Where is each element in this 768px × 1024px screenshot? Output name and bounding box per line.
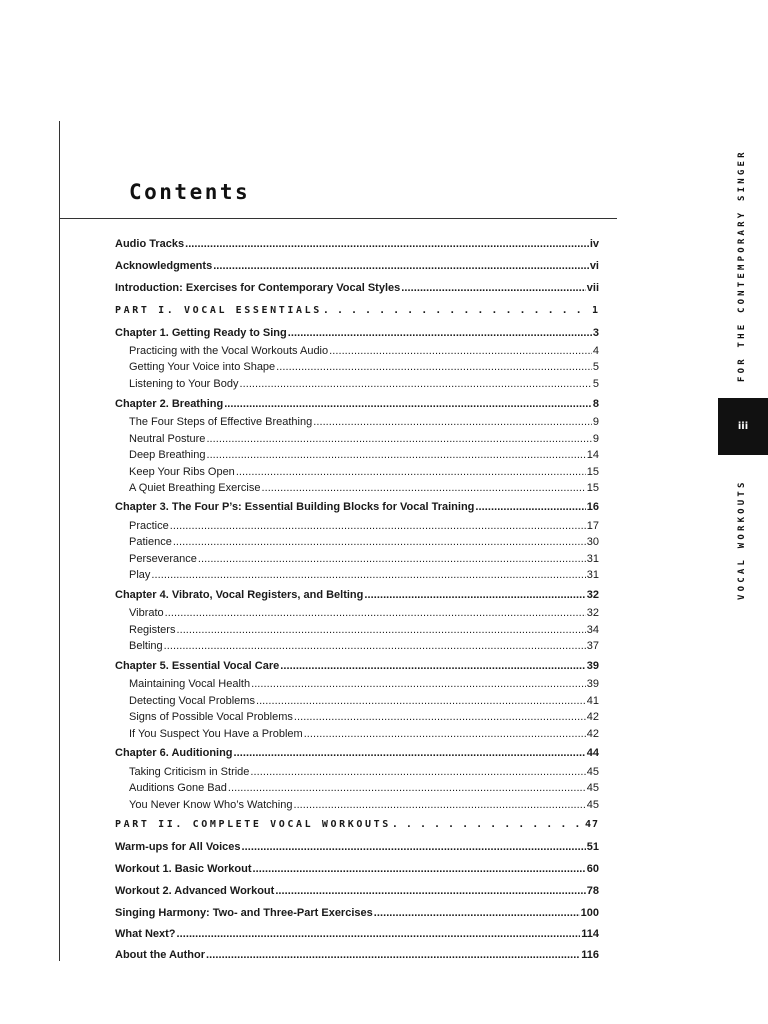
toc-entry <box>115 260 599 272</box>
toc-entry-label: PART I. VOCAL ESSENTIALS <box>115 305 322 316</box>
toc-entry <box>115 863 599 875</box>
running-head-title: VOCAL WORKOUTS <box>737 479 747 600</box>
toc-subentry <box>115 466 599 478</box>
toc-subentry <box>115 711 599 723</box>
toc-entry <box>115 501 599 513</box>
toc-entry-page-number: 3 <box>592 327 599 339</box>
toc-dot-leader <box>275 885 585 897</box>
toc-dot-leader <box>401 282 586 294</box>
toc-entry-page-number: 15 <box>586 466 599 478</box>
toc-entry-page-number: 47 <box>584 819 599 830</box>
toc-entry-label: Chapter 1. Getting Ready to Sing <box>115 327 287 339</box>
toc-dot-leader <box>256 695 586 707</box>
toc-entry-page-number: 37 <box>586 640 599 652</box>
toc-entry-page-number: 30 <box>586 536 599 548</box>
toc-entry-label: Detecting Vocal Problems <box>129 695 255 707</box>
toc-entry-page-number: 116 <box>581 949 599 961</box>
toc-entry-page-number: 9 <box>592 433 599 445</box>
toc-entry <box>115 589 599 601</box>
toc-entry <box>115 747 599 759</box>
toc-entry-label: If You Suspect You Have a Problem <box>129 728 303 740</box>
toc-entry <box>115 398 599 410</box>
toc-entry-page-number: 15 <box>586 482 599 494</box>
toc-part-heading <box>115 819 599 830</box>
toc-subentry <box>115 553 599 565</box>
toc-entry-page-number: vii <box>586 282 599 294</box>
toc-subentry <box>115 607 599 619</box>
toc-entry-label: Chapter 6. Auditioning <box>115 747 233 759</box>
toc-dot-leader <box>323 305 591 316</box>
toc-entry-page-number: iv <box>589 238 599 250</box>
page-number-tab <box>718 398 768 455</box>
toc-entry-page-number: 39 <box>586 660 599 672</box>
toc-entry-label: You Never Know Who’s Watching <box>129 799 293 811</box>
toc-dot-leader <box>173 536 586 548</box>
toc-dot-leader <box>239 378 591 390</box>
toc-entry-page-number: 31 <box>586 553 599 565</box>
toc-dot-leader <box>475 501 585 513</box>
toc-entry-label: Practicing with the Vocal Workouts Audio <box>129 345 329 357</box>
toc-entry <box>115 327 599 339</box>
toc-entry-label: What Next? <box>115 928 176 940</box>
toc-dot-leader <box>280 660 585 672</box>
toc-entry-page-number: 78 <box>586 885 599 897</box>
toc-dot-leader <box>206 433 591 445</box>
toc-dot-leader <box>276 361 592 373</box>
toc-subentry <box>115 416 599 428</box>
toc-entry-page-number: 17 <box>586 520 599 532</box>
toc-entry-label: Workout 1. Basic Workout <box>115 863 252 875</box>
toc-dot-leader <box>329 345 592 357</box>
toc-entry-label: Auditions Gone Bad <box>129 782 227 794</box>
toc-entry-label: Registers <box>129 624 176 636</box>
toc-entry-page-number: 5 <box>592 361 599 373</box>
toc-dot-leader <box>251 678 586 690</box>
toc-entry-label: Getting Your Voice into Shape <box>129 361 276 373</box>
toc-part-heading <box>115 305 599 316</box>
running-head-series: FOR THE CONTEMPORARY SINGER <box>737 149 747 382</box>
toc-dot-leader <box>177 928 581 940</box>
toc-entry-label: Vibrato <box>129 607 164 619</box>
toc-subentry <box>115 695 599 707</box>
title-underline-rule <box>59 218 617 219</box>
toc-dot-leader <box>313 416 592 428</box>
toc-entry-label: PART II. COMPLETE VOCAL WORKOUTS <box>115 819 391 830</box>
toc-entry-label: Listening to Your Body <box>129 378 239 390</box>
toc-entry-page-number: 34 <box>586 624 599 636</box>
toc-dot-leader <box>364 589 585 601</box>
toc-entry-page-number: 45 <box>586 799 599 811</box>
toc-dot-leader <box>151 569 585 581</box>
toc-entry-label: Chapter 5. Essential Vocal Care <box>115 660 280 672</box>
toc-entry-page-number: 32 <box>586 589 599 601</box>
toc-entry-label: Practice <box>129 520 169 532</box>
toc-dot-leader <box>261 482 585 494</box>
toc-dot-leader <box>228 782 586 794</box>
toc-subentry <box>115 624 599 636</box>
toc-entry-page-number: 14 <box>586 449 599 461</box>
toc-dot-leader <box>213 260 589 272</box>
toc-entry <box>115 238 599 250</box>
toc-subentry <box>115 640 599 652</box>
toc-subentry <box>115 536 599 548</box>
toc-dot-leader <box>165 607 586 619</box>
toc-entry-label: Play <box>129 569 151 581</box>
toc-dot-leader <box>392 819 584 830</box>
toc-dot-leader <box>206 449 585 461</box>
toc-entry-page-number: 39 <box>586 678 599 690</box>
toc-subentry <box>115 361 599 373</box>
toc-entry-label: Keep Your Ribs Open <box>129 466 235 478</box>
toc-entry <box>115 885 599 897</box>
toc-entry-label: Warm-ups for All Voices <box>115 841 241 853</box>
toc-entry-page-number: 44 <box>586 747 599 759</box>
toc-entry-label: The Four Steps of Effective Breathing <box>129 416 313 428</box>
toc-entry <box>115 907 599 919</box>
toc-entry-page-number: 60 <box>586 863 599 875</box>
toc-entry-label: Chapter 4. Vibrato, Vocal Registers, and Belting <box>115 589 364 601</box>
toc-dot-leader <box>224 398 592 410</box>
toc-entry-page-number: 114 <box>581 928 599 940</box>
toc-subentry <box>115 728 599 740</box>
toc-entry-label: Workout 2. Advanced Workout <box>115 885 275 897</box>
toc-entry-label: Audio Tracks <box>115 238 185 250</box>
toc-dot-leader <box>242 841 586 853</box>
toc-entry-page-number: 100 <box>580 907 599 919</box>
toc-dot-leader <box>170 520 586 532</box>
toc-subentry <box>115 482 599 494</box>
toc-dot-leader <box>164 640 586 652</box>
page-title: Contents <box>129 180 251 204</box>
toc-dot-leader <box>236 466 586 478</box>
toc-entry-page-number: 4 <box>592 345 599 357</box>
toc-entry-page-number: 8 <box>592 398 599 410</box>
toc-entry-label: Acknowledgments <box>115 260 213 272</box>
toc-entry <box>115 660 599 672</box>
toc-entry-label: Taking Criticism in Stride <box>129 766 250 778</box>
toc-entry <box>115 841 599 853</box>
toc-entry-label: About the Author <box>115 949 206 961</box>
toc-entry-page-number: 42 <box>586 711 599 723</box>
toc-dot-leader <box>374 907 580 919</box>
toc-dot-leader <box>176 624 585 636</box>
toc-entry-page-number: 45 <box>586 766 599 778</box>
toc-dot-leader <box>288 327 592 339</box>
toc-subentry <box>115 799 599 811</box>
toc-subentry <box>115 569 599 581</box>
toc-entry <box>115 928 599 940</box>
toc-dot-leader <box>250 766 585 778</box>
toc-entry-label: A Quiet Breathing Exercise <box>129 482 261 494</box>
toc-entry-page-number: 41 <box>586 695 599 707</box>
toc-entry-page-number: 1 <box>591 305 599 316</box>
toc-entry-page-number: 45 <box>586 782 599 794</box>
toc-subentry <box>115 345 599 357</box>
toc-entry-label: Maintaining Vocal Health <box>129 678 251 690</box>
toc-entry <box>115 282 599 294</box>
toc-entry-label: Belting <box>129 640 163 652</box>
toc-entry-page-number: 9 <box>592 416 599 428</box>
toc-entry-page-number: vi <box>589 260 599 272</box>
toc-entry-page-number: 42 <box>586 728 599 740</box>
toc-dot-leader <box>185 238 589 250</box>
toc-entry-label: Singing Harmony: Two- and Three-Part Exercises <box>115 907 373 919</box>
toc-subentry <box>115 520 599 532</box>
toc-entry-label: Signs of Possible Vocal Problems <box>129 711 293 723</box>
left-margin-rule <box>59 121 60 961</box>
toc-subentry <box>115 449 599 461</box>
toc-entry-label: Neutral Posture <box>129 433 206 445</box>
toc-entry-label: Introduction: Exercises for Contemporary Vocal Styles <box>115 282 401 294</box>
toc-dot-leader <box>294 711 586 723</box>
toc-subentry <box>115 378 599 390</box>
toc-entry-label: Chapter 3. The Four P’s: Essential Building Blocks for Vocal Training <box>115 501 475 513</box>
toc-entry-label: Chapter 2. Breathing <box>115 398 224 410</box>
toc-entry-page-number: 51 <box>586 841 599 853</box>
toc-subentry <box>115 766 599 778</box>
toc-entry-label: Perseverance <box>129 553 197 565</box>
toc-dot-leader <box>253 863 586 875</box>
toc-entry <box>115 949 599 961</box>
page-number: iii <box>737 421 749 432</box>
toc-dot-leader <box>206 949 580 961</box>
toc-entry-page-number: 31 <box>586 569 599 581</box>
toc-dot-leader <box>234 747 586 759</box>
toc-dot-leader <box>198 553 586 565</box>
toc-entry-label: Patience <box>129 536 172 548</box>
toc-subentry <box>115 678 599 690</box>
toc-entry-page-number: 5 <box>592 378 599 390</box>
toc-dot-leader <box>293 799 585 811</box>
toc-entry-page-number: 16 <box>586 501 599 513</box>
toc-subentry <box>115 433 599 445</box>
toc-dot-leader <box>304 728 586 740</box>
toc-entry-page-number: 32 <box>586 607 599 619</box>
toc-subentry <box>115 782 599 794</box>
toc-entry-label: Deep Breathing <box>129 449 206 461</box>
